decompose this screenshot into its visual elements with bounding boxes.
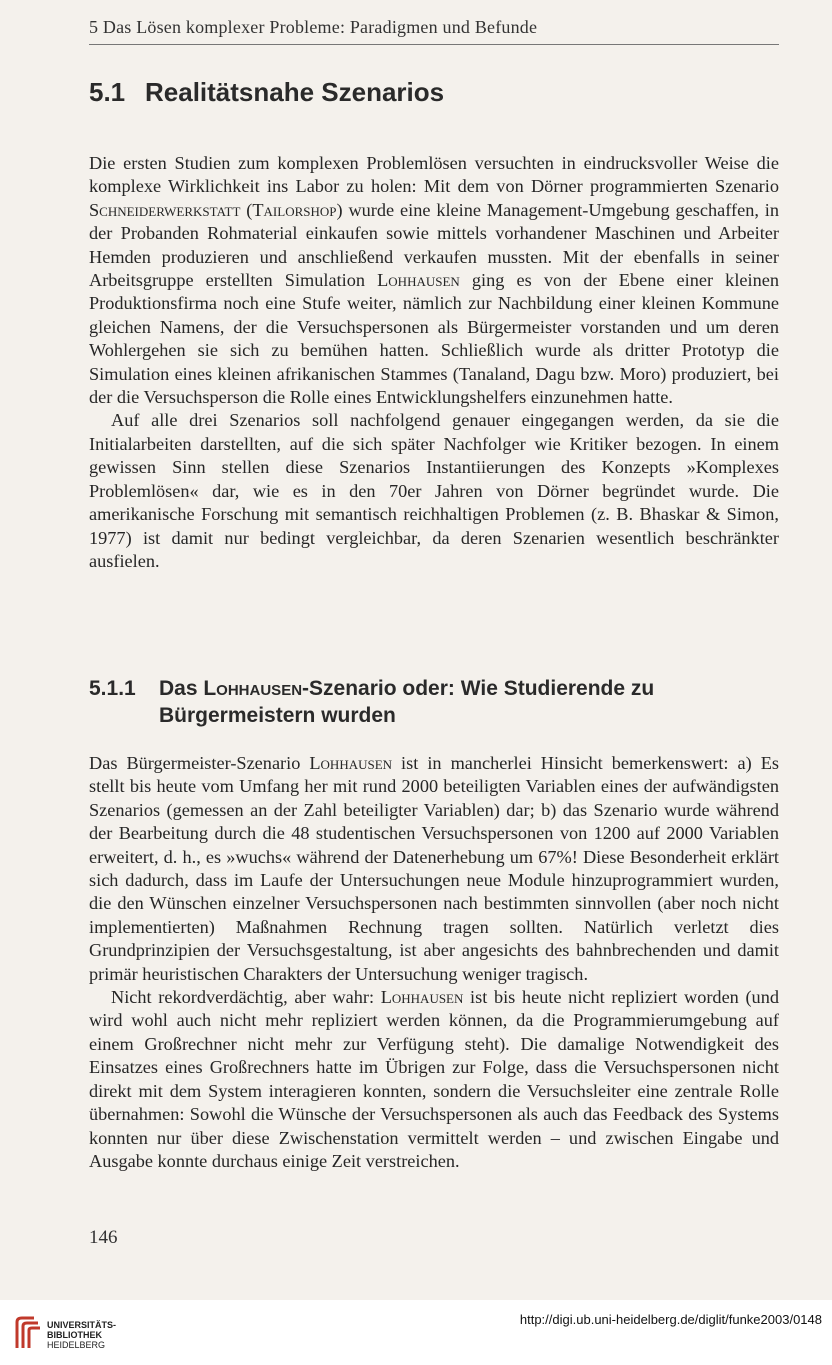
library-logo-icon	[14, 1316, 42, 1350]
paragraph-1: Die ersten Studien zum komplexen Problemlösen versuchten in eindrucksvoller Weise die komplexe Wirklichkeit ins Labor zu holen: Mit dem von Dörner programmierten Szenario Schneiderwerkstatt (Tailorshop) wurde eine kleine Management-Umgebung geschaffen, in der Probanden Rohmaterial einkaufen sowie mittels vorhandener Maschinen und Arbeiter Hemden produzieren und anschließend verkaufen mussten. Mit der ebenfalls in seiner Arbeitsgruppe erstellten Simulation Lohhausen ging es von der Ebene einer kleinen Produktionsfirma noch eine Stufe weiter, nämlich zur Nachbildung einer kleinen Kommune gleichen Namens, der die Versuchspersonen als Bürgermeister vorstanden und um deren Wohlergehen sie sich zu bemühen hatten. Schließlich wurde als dritter Prototyp die Simulation eines kleinen afrikanischen Stammes (Tanaland, Dagu bzw. Moro) produziert, bei der die Versuchsperson die Rolle eines Entwicklungshelfers einzunehmen hatte.	[89, 153, 779, 408]
viewer-footer	[0, 1300, 832, 1365]
body-text-lower	[89, 752, 779, 1173]
subsection-number: 5.1.1	[89, 677, 136, 700]
body-text-upper	[89, 152, 779, 573]
section-number: 5.1	[89, 77, 126, 107]
header-rule	[89, 44, 779, 45]
subsection-title: Das Lohhausen-Szenario oder: Wie Studierende zu Bürgermeistern wurden	[159, 677, 655, 727]
subsection-heading	[89, 675, 779, 729]
library-name: UNIVERSITÄTS- BIBLIOTHEK HEIDELBERG	[47, 1320, 117, 1350]
section-title: Realitätsnahe Szenarios	[145, 77, 445, 107]
paragraph-2: Auf alle drei Szenarios soll nachfolgend genauer eingegangen werden, da sie die Initialarbeiten darstellten, auf die sich später Nachfolger wie Kritiker bezogen. In einem gewissen Sinn stellen diese Szenarios Instantiierungen des Konzepts »Komplexes Problemlösen« dar, wie es in den 70er Jahren von Dörner begründet wurde. Die amerikanische Forschung mit semantisch reichhaltigen Problemen (z. B. Bhaskar & Simon, 1977) ist damit nur bedingt vergleichbar, da deren Szenarien wesentlich beschränkter ausfielen.	[89, 410, 779, 571]
section-heading	[89, 77, 444, 108]
paragraph-4: Nicht rekordverdächtig, aber wahr: Lohhausen ist bis heute nicht repliziert worden (und wird wohl auch nicht mehr repliziert werden können, da die Programmierumgebung auf einem Großrechner nicht mehr zur Verfügung steht). Die damalige Notwendigkeit des Einsatzes eines Großrechners hatte im Übrigen zur Folge, dass die Versuchspersonen nicht direkt mit dem System interagieren konnten, sondern die Versuchsleiter eine zentrale Rolle übernahmen: Sowohl die Wünsche der Versuchspersonen als auch das Feedback des Systems konnten nur über diese Zwischenstation vermittelt werden – und zwischen Eingabe und Ausgabe konnte durchaus einige Zeit verstreichen.	[89, 987, 779, 1171]
page-number: 146	[89, 1227, 118, 1248]
paragraph-3: Das Bürgermeister-Szenario Lohhausen ist in mancherlei Hinsicht bemerkenswert: a) Es stellt bis heute vom Umfang her mit rund 2000 beteiligten Variablen eines der aufwändigsten Szenarios (gemessen an der Zahl beteiligter Variablen) dar; b) das Szenario wurde während der Bearbeitung durch die 48 studentischen Versuchspersonen von 1200 auf 2000 Variablen erweitert, d. h., es »wuchs« während der Datenerhebung um 67%! Diese Besonderheit erklärt sich dadurch, dass im Laufe der Untersuchungen neue Module hinzuprogrammiert wurden, die den Wünschen einzelner Versuchspersonen nach bestimmten sinnvollen (aber noch nicht implementierten) Maßnahmen Rechnung tragen sollten. Natürlich verletzt dies Grundprinzipien der Versuchsgestaltung, ist aber angesichts des bahnbrechenden und damit primär heuristischen Charakters der Untersuchung weniger tragisch.	[89, 753, 779, 984]
document-url-link[interactable]: http://digi.ub.uni-heidelberg.de/diglit/funke2003/0148	[519, 1312, 822, 1327]
running-head: 5 Das Lösen komplexer Probleme: Paradigmen und Befunde	[89, 17, 538, 37]
